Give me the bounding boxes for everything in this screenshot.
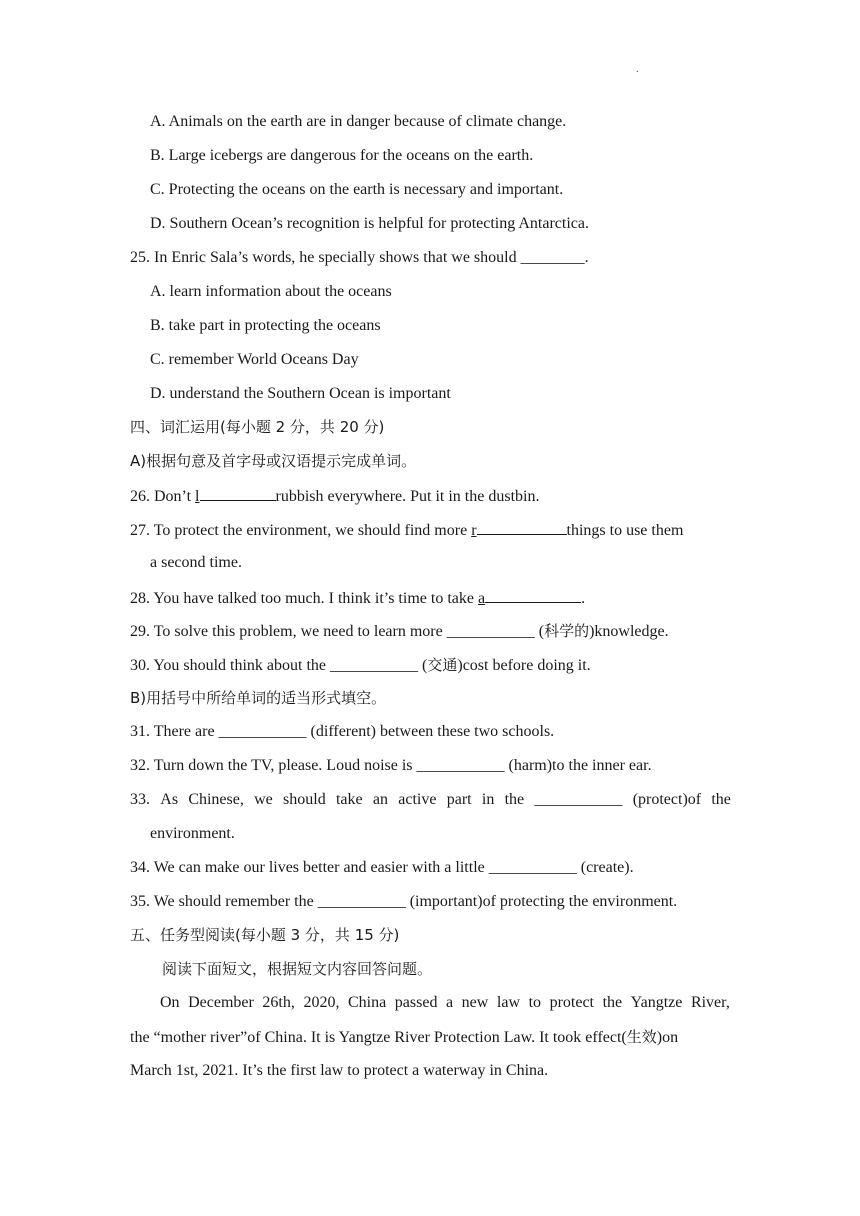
q27-text-post: things to use them	[566, 522, 684, 539]
q33-word: in	[481, 791, 495, 808]
passage-word: the	[602, 994, 623, 1011]
q25-option-c: C. remember World Oceans Day	[150, 351, 359, 368]
q33-answer-blank[interactable]: ___________	[534, 791, 623, 808]
q33-word: we	[254, 791, 273, 808]
q24-option-b: B. Large icebergs are dangerous for the oceans on the earth.	[150, 147, 534, 164]
passage-word: China	[348, 994, 387, 1011]
passage-line-2-pre: the “mother river”of China. It is Yangtze River Protection Law. It took effect(	[130, 1029, 627, 1046]
q28-initial-letter: a	[477, 590, 486, 607]
passage-word: December	[188, 994, 254, 1011]
passage-word: law	[496, 994, 520, 1011]
q33-word: an	[372, 791, 389, 808]
section4-part-b-instruction: B)用括号中所给单词的适当形式填空。	[130, 689, 387, 707]
q33-continuation: environment.	[150, 825, 235, 842]
q30-line	[130, 655, 591, 676]
passage-word: River,	[690, 994, 730, 1011]
passage-word: a	[446, 994, 454, 1011]
q27-answer-blank[interactable]	[477, 519, 567, 535]
passage-line-1	[160, 993, 730, 1013]
q33-word: should	[283, 791, 326, 808]
section4-part-a-instruction: A)根据句意及首字母或汉语提示完成单词。	[130, 452, 417, 470]
q31-line: 31. There are ___________ (different) between these two schools.	[130, 723, 555, 740]
q33-word: the	[711, 791, 731, 808]
q26-text-post: rubbish everywhere. Put it in the dustbin.	[275, 488, 540, 505]
passage-line-2-post: )on	[656, 1029, 679, 1046]
q30-chinese-hint: 交通	[427, 656, 458, 674]
q33-word: active	[398, 791, 437, 808]
passage-word: protect	[549, 994, 594, 1011]
q24-option-c: C. Protecting the oceans on the earth is necessary and important.	[150, 181, 564, 198]
q24-option-d: D. Southern Ocean’s recognition is helpful for protecting Antarctica.	[150, 215, 589, 232]
q26-text-pre: 26. Don’t	[130, 488, 196, 505]
section5-instruction: 阅读下面短文，根据短文内容回答问题。	[162, 960, 433, 978]
passage-word: 26th,	[262, 994, 295, 1011]
passage-word: On	[160, 994, 180, 1011]
passage-word: Yangtze	[630, 994, 683, 1011]
q27-text-pre: 27. To protect the environment, we should find more	[130, 522, 472, 539]
q33-word: (protect)of	[632, 791, 702, 808]
q29-text-pre: 29. To solve this problem, we need to learn more ___________ (	[130, 623, 545, 640]
section4-heading: 四、词汇运用(每小题 2 分，共 20 分)	[130, 418, 385, 436]
q29-line	[130, 621, 669, 642]
q27-line	[130, 519, 683, 541]
q28-text-post: .	[581, 590, 586, 607]
q26-line	[130, 485, 539, 507]
passage-line-2	[130, 1027, 678, 1048]
q29-text-post: )knowledge.	[589, 623, 669, 640]
q35-line: 35. We should remember the ___________ (important)of protecting the environment.	[130, 893, 678, 910]
q33-word: 33.	[130, 791, 150, 808]
q28-text-pre: 28. You have talked too much. I think it’s time to take	[130, 590, 478, 607]
q30-text-post: )cost before doing it.	[457, 657, 591, 674]
page-marker-dot: .	[636, 64, 639, 75]
q26-initial-letter: l	[195, 488, 200, 505]
q25-stem: 25. In Enric Sala’s words, he specially shows that we should ________.	[130, 249, 589, 266]
passage-chinese-hint: 生效	[626, 1028, 657, 1046]
q26-answer-blank[interactable]	[200, 485, 276, 501]
passage-word: to	[528, 994, 542, 1011]
passage-word: passed	[394, 994, 438, 1011]
q29-chinese-hint: 科学的	[544, 622, 590, 640]
q33-word: Chinese,	[188, 791, 244, 808]
q33-word: As	[160, 791, 179, 808]
q32-line: 32. Turn down the TV, please. Loud noise is ___________ (harm)to the inner ear.	[130, 757, 652, 774]
passage-line-3: March 1st, 2021. It’s the first law to protect a waterway in China.	[130, 1062, 549, 1079]
q24-option-a: A. Animals on the earth are in danger because of climate change.	[150, 113, 567, 130]
q25-option-a: A. learn information about the oceans	[150, 283, 392, 300]
q28-answer-blank[interactable]	[485, 587, 581, 603]
q33-line	[130, 790, 731, 810]
q30-text-pre: 30. You should think about the ___________ (	[130, 657, 428, 674]
q27-initial-letter: r	[471, 522, 477, 539]
q25-option-d: D. understand the Southern Ocean is important	[150, 385, 451, 402]
q28-line	[130, 587, 585, 609]
passage-word: 2020,	[303, 994, 340, 1011]
q33-word: the	[504, 791, 525, 808]
q33-word: part	[446, 791, 472, 808]
passage-word: new	[461, 994, 489, 1011]
q33-word: take	[335, 791, 363, 808]
q27-continuation: a second time.	[150, 554, 242, 571]
section5-heading: 五、任务型阅读(每小题 3 分，共 15 分)	[130, 926, 400, 944]
q34-line: 34. We can make our lives better and easier with a little ___________ (create).	[130, 859, 634, 876]
q25-option-b: B. take part in protecting the oceans	[150, 317, 381, 334]
